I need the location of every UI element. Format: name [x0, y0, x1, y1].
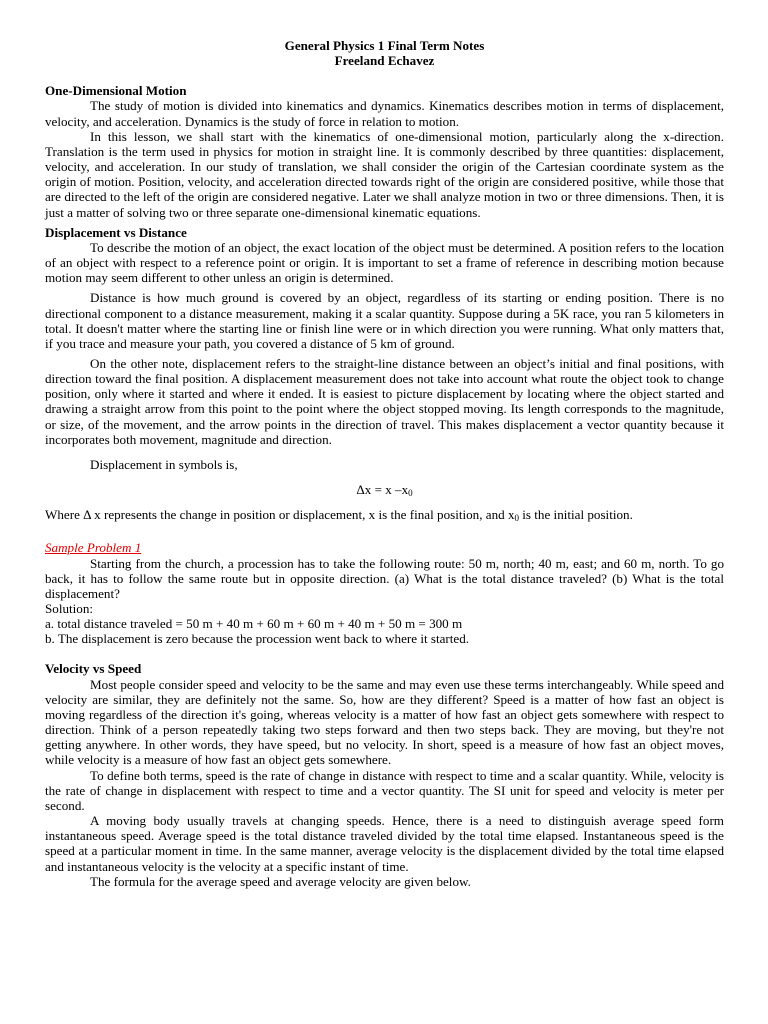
paragraph: The study of motion is divided into kinematics and dynamics. Kinematics describes motion in terms of displacement, velocity, and acceleration. Dynamics is the study of force in relation to motion. [45, 98, 724, 129]
paragraph: In this lesson, we shall start with the kinematics of one-dimensional motion, particularly along the x-direction. Translation is the term used in physics for motion in straight line. It is commonly described by three quantities: displacement, velocity, and acceleration. In our study of translation, we shall consider the origin of the Cartesian coordinate system as the origin of motion. Position, velocity, and acceleration directed towards right of the origin are considered positive, while those that are directed to the left of the origin are considered negative. Later we shall analyze motion in two or three dimensions. Then, it is just a matter of solving two or three separate one-dimensional kinematic equations. [45, 128, 724, 220]
solution-b: b. The displacement is zero because the procession went back to where it started. [45, 631, 470, 647]
sample-problem-label: Sample Problem 1 [45, 540, 142, 556]
sample-problem-text: Starting from the church, a procession has to take the following route: 50 m, north; 40 m, east; and 60 m, north. To go back, it has to follow the same route but in opposite direction. (a) What is the total distance traveled? (b) What is the total displacement? [45, 555, 724, 601]
paragraph: Most people consider speed and velocity to be the same and may even use these terms interchangeably. While speed and velocity are similar, they are definitely not the same. So, how are they different? Speed is a matter of how fast an object is moving regardless of the direction it's going, whereas velocity is a matter of how fast an object gets somewhere with respect to direction. Think of a person repeatedly taking two steps forward and then two steps back. They are moving, but they're not getting anywhere. In other words, they have speed, but no velocity. In short, speed is a measure of how fast an object moves, while velocity is a measure of how fast an object gets somewhere. [45, 676, 724, 768]
heading-one-dimensional-motion: One-Dimensional Motion [45, 83, 187, 99]
paragraph: To describe the motion of an object, the exact location of the object must be determined. A position refers to the location of an object with respect to a reference point or origin. It is important to set a frame of reference in describing motion because motion may seem different to other unless an origin is determined. [45, 239, 724, 286]
paragraph: To define both terms, speed is the rate of change in distance with respect to time and a scalar quantity. While, velocity is the rate of change in displacement with respect to time and a vector quantity. The SI unit for speed and velocity is meter per second. [45, 767, 724, 813]
paragraph: Displacement in symbols is, [90, 456, 238, 472]
paragraph: A moving body usually travels at changing speeds. Hence, there is a need to distinguish average speed form instantaneous speed. Average speed is the total distance traveled divided by the total time elapsed. Instantaneous speed is the speed at a particular moment in time. In the same manner, average velocity is the displacement divided by the total time elapsed and instantaneous velocity is the velocity at a specific instant of time. [45, 813, 724, 874]
solution-a: a. total distance traveled = 50 m + 40 m + 60 m + 60 m + 40 m + 50 m = 300 m [45, 616, 463, 632]
heading-displacement-vs-distance: Displacement vs Distance [45, 224, 187, 240]
paragraph: On the other note, displacement refers to the straight-line distance between an object’s initial and final positions, with direction toward the final position. A displacement measurement does not take into account what route the object took to change position, only where it started and where it ended. It is easiest to picture displacement by locating where the object started and drawing a straight arrow from this point to the point where the object stopped moving. Its length corresponds to the magnitude, or size, of the movement, and the arrow points in the direction of travel. This makes displacement a vector quantity because it incorporates both movement, magnitude and direction. [45, 355, 724, 447]
paragraph: The formula for the average speed and average velocity are given below. [90, 873, 471, 889]
document-title: General Physics 1 Final Term Notes [284, 38, 485, 53]
formula-explanation: Where Δ x represents the change in position or displacement, x is the final position, and $x_0$ is the initial position. [45, 507, 633, 524]
paragraph: Distance is how much ground is covered by an object, regardless of its starting or ending position. There is no directional component to a distance measurement, making it a scalar quantity. Suppose during a 5K race, you ran 5 kilometers in total. It doesn't matter where the starting line or finish line were or in which direction you were running. What only matters that, if you trace and measure your path, you covered a distance of 5 km of ground. [45, 290, 724, 351]
heading-velocity-vs-speed: Velocity vs Speed [45, 661, 142, 677]
document-author: Freeland Echavez [334, 53, 435, 69]
displacement-formula: Δx = x $-x_0$ [356, 482, 413, 499]
solution-label: Solution: [45, 601, 94, 616]
